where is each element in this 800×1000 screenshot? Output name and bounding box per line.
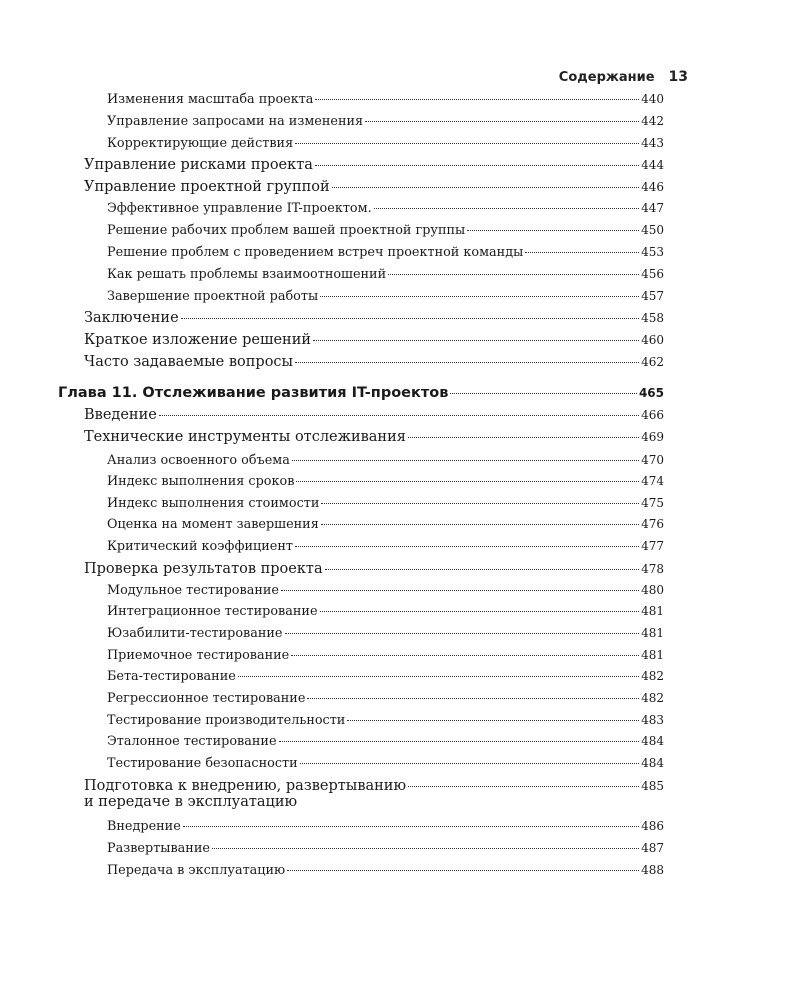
toc-entry-title-line: и передаче в эксплуатацию	[84, 794, 298, 810]
toc-entry-title-line: Решение рабочих проблем вашей проектной группы	[107, 223, 466, 238]
toc-page-number: 486	[641, 819, 664, 833]
dot-leader	[321, 524, 639, 525]
dot-leader	[525, 252, 639, 253]
dot-leader	[295, 143, 639, 144]
toc-page-number: 485	[641, 779, 664, 793]
toc-entry-title-line: Изменения масштаба проекта	[107, 92, 314, 107]
toc-page-number: 450	[641, 223, 664, 237]
toc-page-number: 460	[641, 333, 664, 347]
toc-entry-title	[107, 604, 318, 619]
toc-entry-title-line: Решение проблем с проведением встреч проектной команды	[107, 245, 524, 260]
toc-entry-title	[107, 583, 279, 598]
toc-subsection[interactable]	[107, 223, 664, 238]
dot-leader	[238, 676, 639, 677]
toc-entry-title	[107, 819, 181, 834]
toc-subsection[interactable]	[107, 136, 664, 151]
toc-section[interactable]	[84, 332, 664, 348]
dot-leader	[315, 165, 639, 166]
toc-entry-title-line: Проверка результатов проекта	[84, 561, 323, 577]
toc-entry-title-line: Эффективное управление IT-проектом.	[107, 201, 372, 216]
dot-leader	[295, 362, 639, 363]
toc-entry-title	[107, 453, 290, 468]
toc-entry-title	[107, 756, 298, 771]
toc-page-number: 446	[641, 180, 664, 194]
toc-entry-title	[84, 157, 313, 173]
dot-leader	[347, 720, 639, 721]
toc-subsection[interactable]	[107, 648, 664, 663]
toc-entry-title	[84, 354, 293, 370]
toc-entry-title	[107, 136, 293, 151]
toc-page-number: 488	[641, 863, 664, 877]
toc-entry-title	[107, 245, 523, 260]
dot-leader	[320, 296, 639, 297]
toc-entry-title-line: Краткое изложение решений	[84, 332, 312, 348]
toc-entry-title	[58, 385, 448, 401]
toc-entry-title	[107, 496, 319, 511]
toc-entry-title	[107, 691, 305, 706]
toc-entry-title-line: Подготовка к внедрению, развертыванию	[84, 778, 407, 794]
toc-entry-title	[107, 201, 372, 216]
dot-leader	[408, 786, 639, 787]
toc-entry-title	[107, 626, 283, 641]
dot-leader	[159, 415, 639, 416]
dot-leader	[291, 655, 639, 656]
toc-subsection[interactable]	[107, 496, 664, 511]
toc-page-number: 466	[641, 408, 664, 422]
toc-section[interactable]	[84, 429, 664, 445]
toc-subsection[interactable]	[107, 756, 664, 771]
toc-entry-title-line: Управление запросами на изменения	[107, 114, 364, 129]
dot-leader	[285, 633, 640, 634]
toc-subsection[interactable]	[107, 583, 664, 598]
toc-entry-title	[107, 734, 277, 749]
dot-leader	[212, 848, 639, 849]
toc-entry-title	[107, 289, 318, 304]
dot-leader	[300, 763, 639, 764]
toc-section[interactable]	[84, 561, 664, 577]
toc-page-number: 457	[641, 289, 664, 303]
toc-section[interactable]	[84, 179, 664, 195]
toc-subsection[interactable]	[107, 92, 664, 107]
toc-entry-title	[107, 713, 345, 728]
toc-page-number: 481	[641, 648, 664, 662]
dot-leader	[325, 569, 640, 570]
toc-section[interactable]	[84, 354, 664, 370]
toc-entry-title	[84, 332, 311, 348]
dot-leader	[296, 481, 639, 482]
toc-page-number: 453	[641, 245, 664, 259]
toc-entry-title	[107, 114, 363, 129]
toc-entry-title	[107, 223, 465, 238]
toc-subsection[interactable]	[107, 691, 664, 706]
toc-entry-title-line: Внедрение	[107, 819, 181, 834]
dot-leader	[183, 826, 639, 827]
toc-page-number: 477	[641, 539, 664, 553]
toc-entry-title-line: Оценка на момент завершения	[107, 517, 319, 532]
toc-subsection[interactable]	[107, 453, 664, 468]
toc-page-number: 482	[641, 691, 664, 705]
toc-page-number: 443	[641, 136, 664, 150]
toc-chapter[interactable]	[58, 385, 664, 401]
dot-leader	[320, 611, 640, 612]
toc-subsection[interactable]	[107, 669, 664, 684]
toc-entry-title-line: Эталонное тестирование	[107, 734, 277, 749]
dot-leader	[467, 230, 639, 231]
toc-entry-title-line: Индекс выполнения стоимости	[107, 496, 320, 511]
toc-entry-title	[107, 648, 289, 663]
toc-subsection[interactable]	[107, 819, 664, 834]
toc-entry-title	[84, 429, 406, 445]
dot-leader	[388, 274, 639, 275]
toc-page-number: 484	[641, 756, 664, 770]
dot-leader	[313, 340, 639, 341]
toc-subsection[interactable]	[107, 289, 664, 304]
toc-entry-title-line: Технические инструменты отслеживания	[84, 429, 406, 445]
toc-page-number: 484	[641, 734, 664, 748]
toc-entry-title	[107, 863, 285, 878]
toc-entry-title-line: Управление рисками проекта	[84, 157, 313, 173]
toc-subsection[interactable]	[107, 863, 664, 878]
toc-entry-title-line: Введение	[84, 407, 157, 423]
toc-page-number: 481	[641, 604, 664, 618]
toc-subsection[interactable]	[107, 734, 664, 749]
toc-entry-title	[107, 92, 313, 107]
toc-entry-title-line: Модульное тестирование	[107, 583, 279, 598]
toc-section[interactable]	[84, 310, 664, 326]
toc-page-number: 462	[641, 355, 664, 369]
dot-leader	[365, 121, 639, 122]
running-header-section: Содержание	[558, 70, 655, 85]
dot-leader	[281, 590, 639, 591]
toc-entry-title-line: Завершение проектной работы	[107, 289, 319, 304]
toc-page-number: 458	[641, 311, 664, 325]
toc-page-number: 456	[641, 267, 664, 281]
toc-entry-title-line: Как решать проблемы взаимоотношений	[107, 267, 387, 282]
dot-leader	[408, 437, 639, 438]
toc-entry-title	[84, 407, 157, 423]
toc-page-number: 444	[641, 158, 664, 172]
dot-leader	[279, 741, 640, 742]
toc-entry-title-line: Передача в эксплуатацию	[107, 863, 286, 878]
toc-subsection[interactable]	[107, 245, 664, 260]
dot-leader	[315, 99, 639, 100]
toc-entry-title-line: Тестирование безопасности	[107, 756, 298, 771]
toc-page-number: 487	[641, 841, 664, 855]
toc-page-number: 481	[641, 626, 664, 640]
toc-page-number: 465	[638, 386, 664, 400]
toc-entry-title-line: Бета-тестирование	[107, 669, 236, 684]
toc-section[interactable]	[84, 407, 664, 423]
toc-page-number: 474	[641, 474, 664, 488]
toc-entry-title-line: Часто задаваемые вопросы	[84, 354, 294, 370]
toc-entry-title-line: Глава 11. Отслеживание развития IT-проектов	[58, 385, 449, 401]
toc-page-number: 442	[641, 114, 664, 128]
toc-page-number: 470	[641, 453, 664, 467]
toc-entry-title	[107, 669, 236, 684]
toc-entry-title-line: Регрессионное тестирование	[107, 691, 306, 706]
toc-entry-title-line: Заключение	[84, 310, 179, 326]
toc-page-number: 475	[641, 496, 664, 510]
toc-entry-title-line: Юзабилити-тестирование	[107, 626, 283, 641]
toc-subsection[interactable]	[107, 267, 664, 282]
dot-leader	[287, 870, 639, 871]
toc-subsection[interactable]	[107, 626, 664, 641]
toc-entry-title-line: Индекс выполнения сроков	[107, 474, 295, 489]
toc-subsection[interactable]	[107, 713, 664, 728]
toc-page-number: 478	[641, 562, 664, 576]
dot-leader	[181, 318, 639, 319]
toc-entry-title	[84, 310, 179, 326]
toc-entry-title-line: Интеграционное тестирование	[107, 604, 318, 619]
toc-entry-title	[84, 778, 406, 810]
toc-entry-title-line: Управление проектной группой	[84, 179, 330, 195]
toc-entry-title	[107, 517, 319, 532]
dot-leader	[307, 698, 639, 699]
toc-entry-title	[107, 841, 210, 856]
dot-leader	[374, 208, 639, 209]
toc-subsection[interactable]	[107, 841, 664, 856]
toc-entry-title-line: Развертывание	[107, 841, 210, 856]
toc-entry-title-line: Критический коэффициент	[107, 539, 293, 554]
dot-leader	[292, 460, 639, 461]
toc-page-number: 480	[641, 583, 664, 597]
toc-page-number: 482	[641, 669, 664, 683]
toc-entry-title-line: Корректирующие действия	[107, 136, 294, 151]
toc-entry-title	[84, 179, 330, 195]
toc-entry-title	[84, 561, 323, 577]
toc-entry-title-line: Анализ освоенного объема	[107, 453, 290, 468]
toc-entry-title-line: Тестирование производительности	[107, 713, 346, 728]
toc-page-number: 476	[641, 517, 664, 531]
running-header-page-number: 13	[668, 69, 688, 85]
toc-section[interactable]	[84, 157, 664, 173]
dot-leader	[295, 546, 639, 547]
toc-subsection[interactable]	[107, 114, 664, 129]
dot-leader	[450, 393, 637, 394]
toc-page-number: 440	[641, 92, 664, 106]
toc-page-number: 447	[641, 201, 664, 215]
toc-section[interactable]	[84, 778, 664, 810]
toc-subsection[interactable]	[107, 474, 664, 489]
toc-entry-title	[107, 474, 294, 489]
toc-entry-title-line: Приемочное тестирование	[107, 648, 290, 663]
toc-page-number: 483	[641, 713, 664, 727]
toc-subsection[interactable]	[107, 201, 664, 216]
toc-entry-title	[107, 267, 386, 282]
toc-subsection[interactable]	[107, 517, 664, 532]
toc-entry-title	[107, 539, 293, 554]
toc-page-number: 469	[641, 430, 664, 444]
dot-leader	[321, 503, 639, 504]
toc-subsection[interactable]	[107, 604, 664, 619]
dot-leader	[332, 187, 639, 188]
toc-subsection[interactable]	[107, 539, 664, 554]
